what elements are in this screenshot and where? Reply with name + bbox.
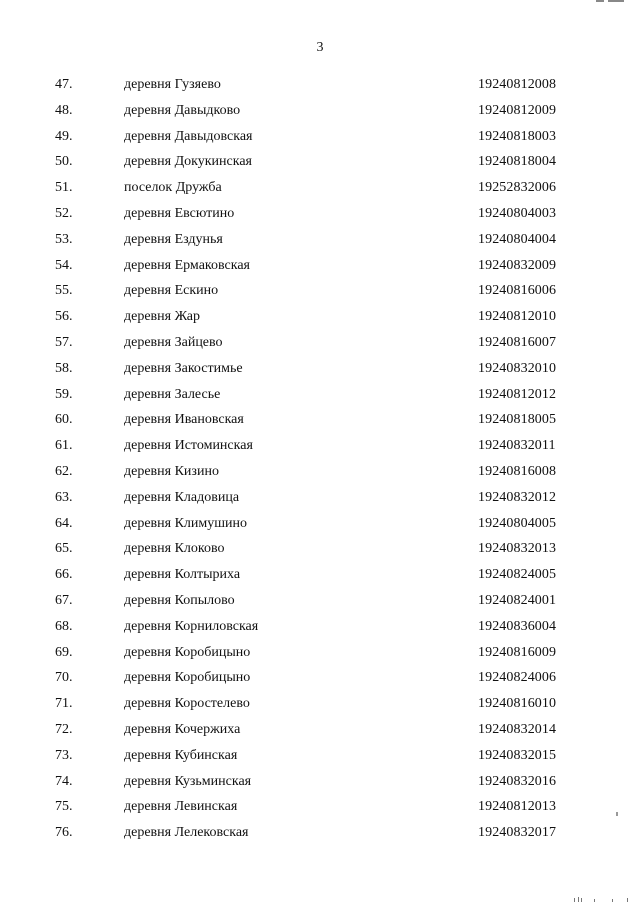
settlement-name: деревня Залесье [124, 386, 221, 402]
okato-code: 19240818003 [478, 128, 557, 144]
row-number: 58. [55, 360, 73, 376]
okato-code: 19240804004 [478, 231, 557, 247]
okato-code: 19240824006 [478, 670, 557, 686]
list-row [0, 201, 640, 227]
row-number: 67. [55, 592, 73, 608]
settlement-name: деревня Клоково [124, 541, 225, 557]
okato-code: 19240832010 [478, 360, 557, 376]
okato-code: 19240816009 [478, 644, 557, 660]
settlement-name: деревня Коробицыно [124, 644, 251, 660]
row-number: 62. [55, 463, 73, 479]
list-row [0, 382, 640, 408]
row-number: 60. [55, 412, 73, 428]
settlement-name: деревня Левинская [124, 799, 238, 815]
row-number: 51. [55, 180, 73, 196]
list-row [0, 820, 640, 846]
settlement-name: деревня Колтыриха [124, 567, 241, 583]
list-row [0, 278, 640, 304]
row-number: 49. [55, 128, 73, 144]
settlement-name: поселок Дружба [124, 180, 222, 196]
list-row [0, 124, 640, 150]
list-row [0, 769, 640, 795]
settlement-name: деревня Кочержиха [124, 721, 241, 737]
settlement-name: деревня Ивановская [124, 412, 244, 428]
okato-code: 19240816010 [478, 696, 557, 712]
row-number: 55. [55, 283, 73, 299]
settlement-name: деревня Истоминская [124, 438, 253, 454]
settlement-name: деревня Евсютино [124, 205, 235, 221]
row-number: 56. [55, 309, 73, 325]
okato-code: 19240832015 [478, 747, 557, 763]
settlement-name: деревня Жар [124, 309, 201, 325]
row-number: 74. [55, 773, 73, 789]
settlement-name: деревня Закостимье [124, 360, 243, 376]
row-number: 63. [55, 489, 73, 505]
settlement-name: деревня Давыдовская [124, 128, 253, 144]
row-number: 73. [55, 747, 73, 763]
okato-code: 19240804003 [478, 205, 557, 221]
list-row [0, 614, 640, 640]
row-number: 72. [55, 721, 73, 737]
list-row [0, 459, 640, 485]
okato-code: 19240816007 [478, 334, 557, 350]
okato-code: 19240812008 [478, 77, 557, 92]
okato-code: 19252832006 [478, 180, 557, 196]
page-number: 3 [316, 40, 324, 55]
list-row [0, 407, 640, 433]
row-number: 57. [55, 334, 73, 350]
settlement-name: деревня Ескино [124, 283, 219, 299]
scan-artifact-bottom [572, 896, 632, 902]
settlement-name: деревня Ездунья [124, 231, 223, 247]
row-number: 52. [55, 205, 73, 221]
row-number: 54. [55, 257, 73, 273]
settlement-name: деревня Лелековская [124, 825, 249, 841]
list-row [0, 253, 640, 279]
row-number: 53. [55, 231, 73, 247]
row-number: 50. [55, 154, 73, 170]
okato-code: 19240824001 [478, 592, 557, 608]
settlement-name: деревня Копылово [124, 592, 235, 608]
okato-code: 19240816006 [478, 283, 557, 299]
list-row [0, 485, 640, 511]
okato-code: 19240832013 [478, 541, 557, 557]
okato-code: 19240832012 [478, 489, 557, 505]
okato-code: 19240832011 [478, 438, 556, 454]
list-row [0, 149, 640, 175]
row-number: 71. [55, 696, 73, 712]
row-number: 68. [55, 618, 73, 634]
row-number: 65. [55, 541, 73, 557]
list-row [0, 72, 640, 98]
settlement-name: деревня Коробицыно [124, 670, 251, 686]
list-row [0, 665, 640, 691]
list-row [0, 794, 640, 820]
row-number: 64. [55, 515, 73, 531]
settlement-name: деревня Ермаковская [124, 257, 250, 273]
list-row [0, 588, 640, 614]
list-row [0, 175, 640, 201]
list-row [0, 717, 640, 743]
okato-code: 19240812013 [478, 799, 557, 815]
okato-code: 19240836004 [478, 618, 557, 634]
row-number: 59. [55, 386, 73, 402]
settlement-name: деревня Климушино [124, 515, 248, 531]
scan-artifact-side [616, 812, 618, 816]
settlements-list [0, 72, 640, 846]
settlement-name: деревня Зайцево [124, 334, 223, 350]
settlement-name: деревня Кузьминская [124, 773, 252, 789]
row-number: 66. [55, 567, 73, 583]
row-number: 48. [55, 102, 73, 118]
okato-code: 19240812010 [478, 309, 557, 325]
list-row [0, 356, 640, 382]
okato-code: 19240832017 [478, 825, 557, 841]
okato-code: 19240804005 [478, 515, 557, 531]
okato-code: 19240818004 [478, 154, 557, 170]
list-row [0, 227, 640, 253]
list-row [0, 691, 640, 717]
row-number: 75. [55, 799, 73, 815]
okato-code: 19240824005 [478, 567, 557, 583]
okato-code: 19240832014 [478, 721, 557, 737]
row-number: 70. [55, 670, 73, 686]
list-row [0, 304, 640, 330]
row-number: 69. [55, 644, 73, 660]
list-row [0, 640, 640, 666]
list-row [0, 98, 640, 124]
settlement-name: деревня Кизино [124, 463, 219, 479]
list-row [0, 562, 640, 588]
row-number: 76. [55, 825, 73, 841]
okato-code: 19240812009 [478, 102, 557, 118]
list-row [0, 433, 640, 459]
list-row [0, 536, 640, 562]
scan-artifact-top [596, 0, 626, 3]
okato-code: 19240832009 [478, 257, 557, 273]
settlement-name: деревня Кубинская [124, 747, 238, 763]
list-row [0, 511, 640, 537]
okato-code: 19240816008 [478, 463, 557, 479]
settlement-name: деревня Докукинская [124, 154, 252, 170]
list-row [0, 330, 640, 356]
settlement-name: деревня Гузяево [124, 77, 221, 92]
okato-code: 19240832016 [478, 773, 557, 789]
settlement-name: деревня Давыдково [124, 102, 241, 118]
settlement-name: деревня Коростелево [124, 696, 250, 712]
row-number: 61. [55, 438, 73, 454]
okato-code: 19240818005 [478, 412, 557, 428]
row-number: 47. [55, 77, 73, 92]
list-row [0, 743, 640, 769]
settlement-name: деревня Кладовица [124, 489, 240, 505]
settlement-name: деревня Корниловская [124, 618, 259, 634]
okato-code: 19240812012 [478, 386, 557, 402]
